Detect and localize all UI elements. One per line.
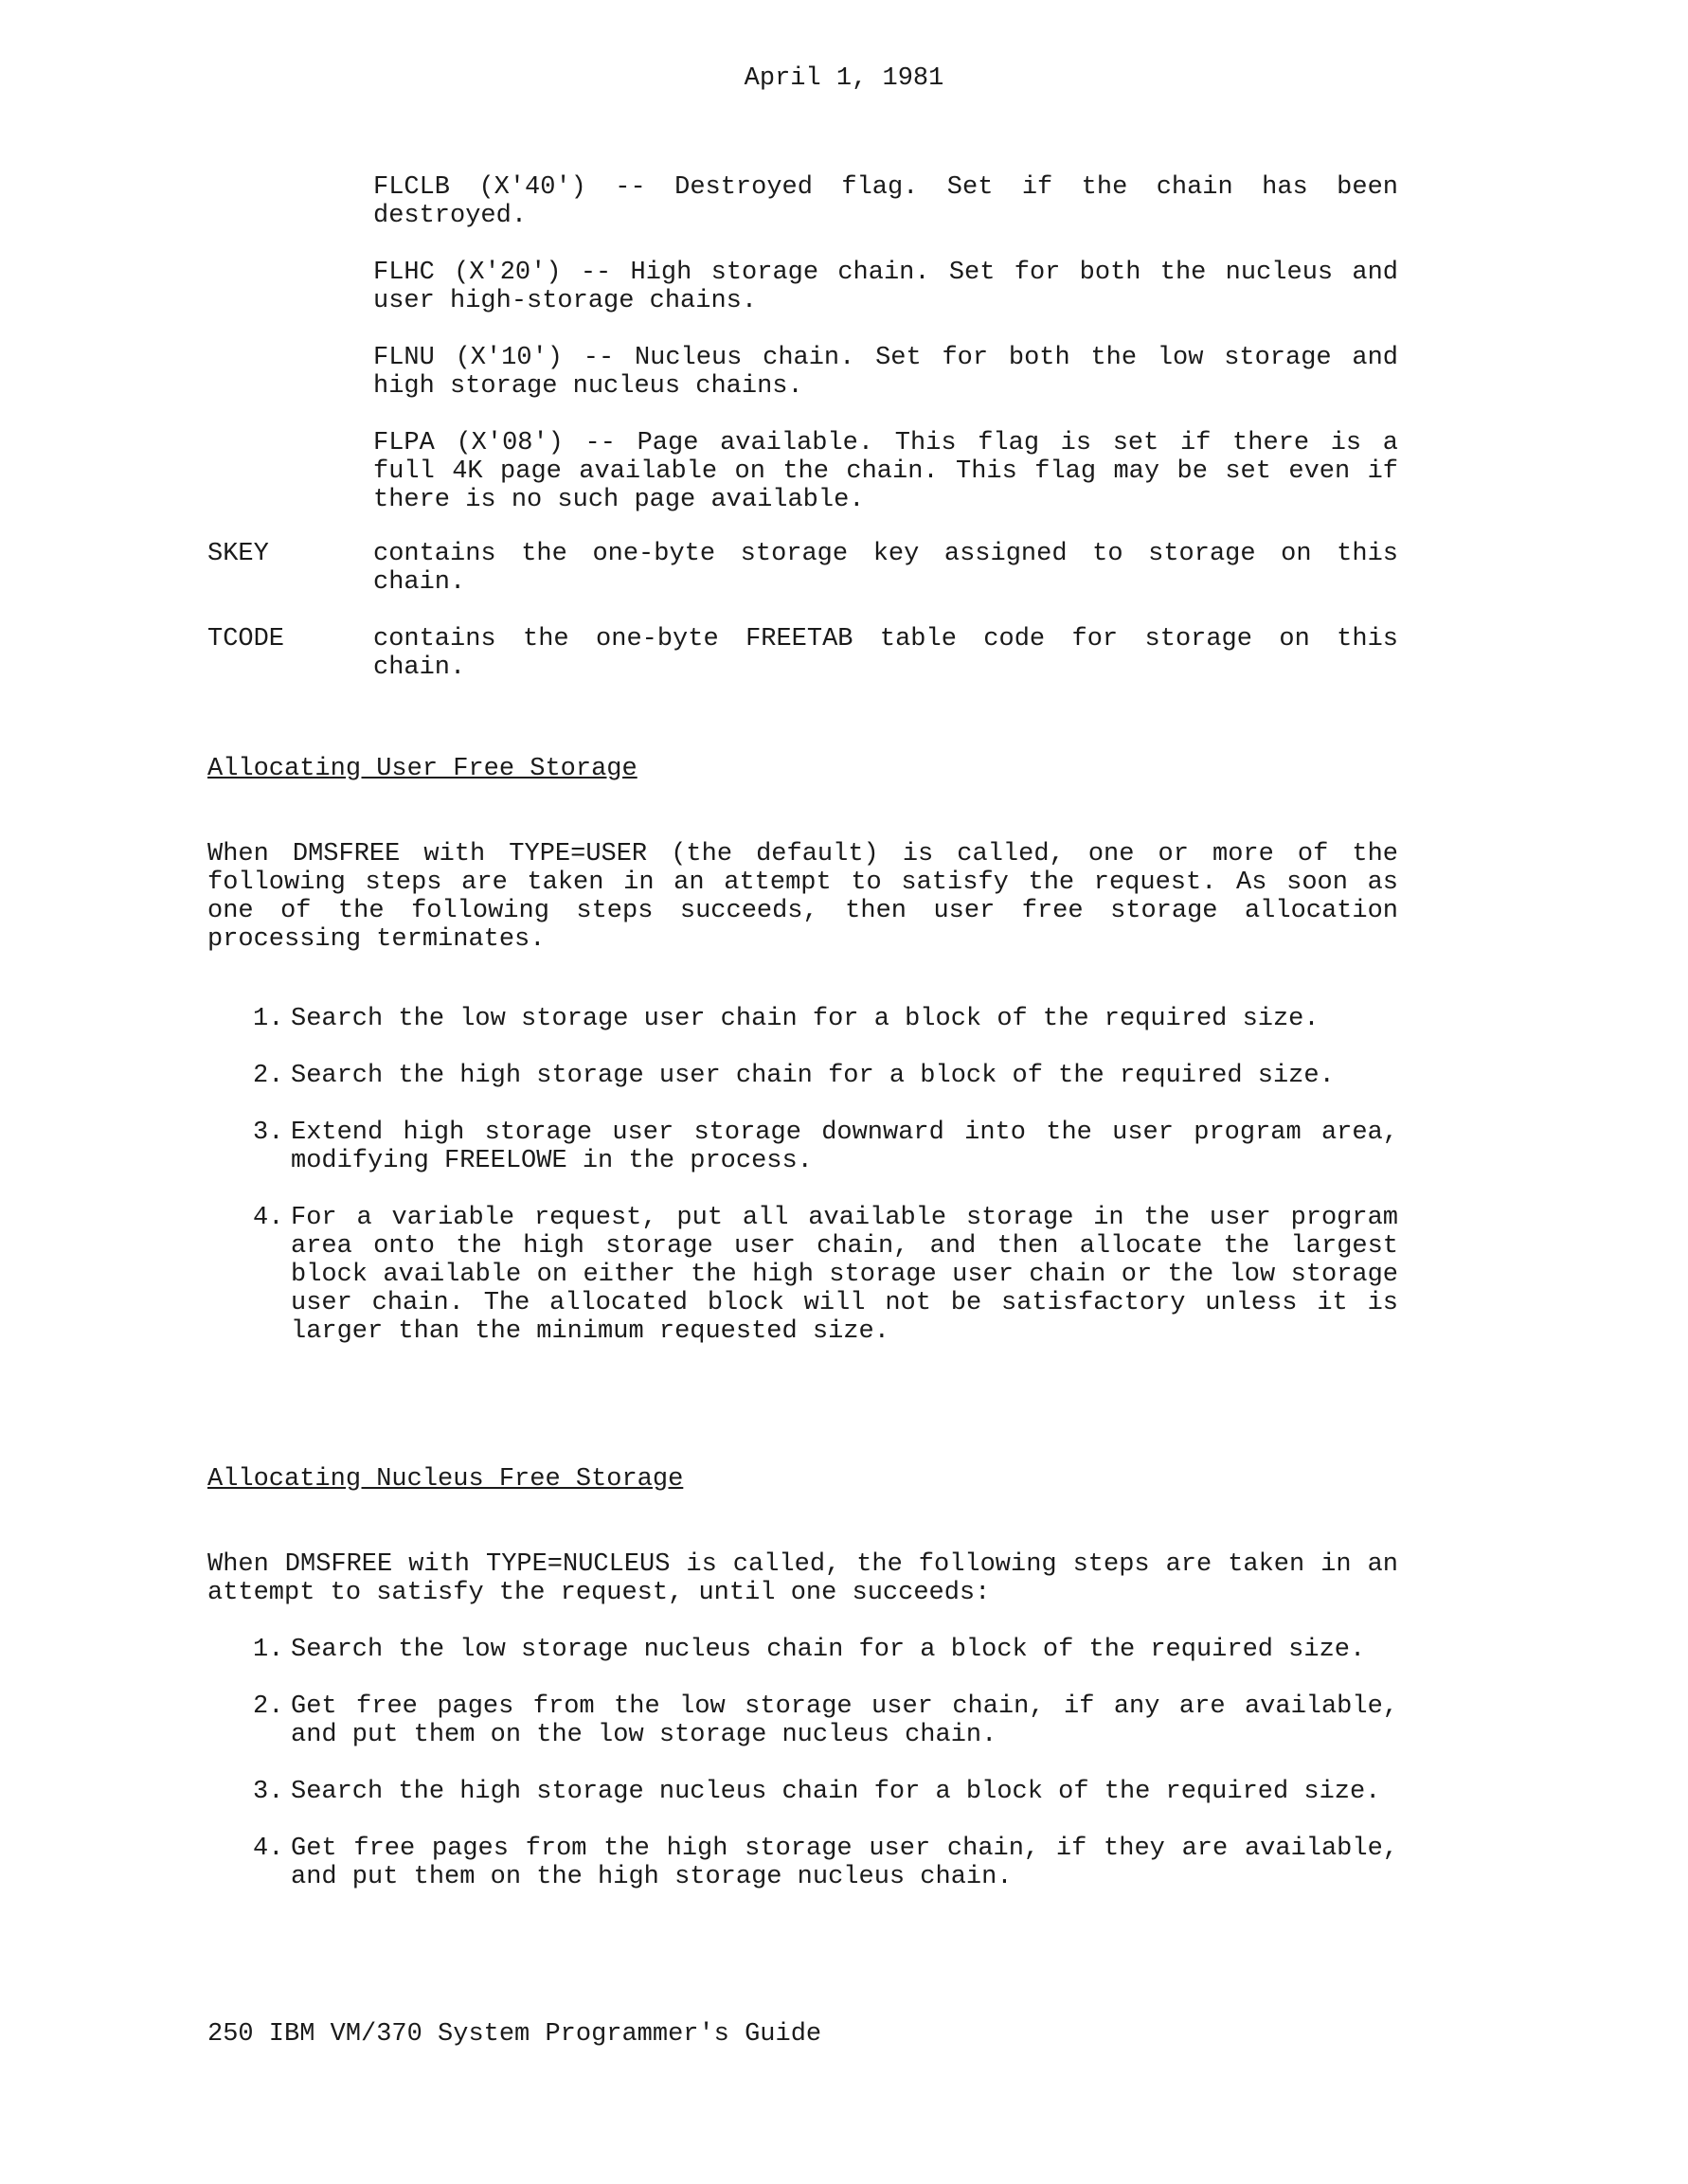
definition-term: SKEY [207, 540, 269, 568]
page-date-header: April 1, 1981 [744, 64, 944, 93]
user-steps-list [207, 1005, 1398, 1346]
step-number: 4. [253, 1835, 284, 1863]
step-text: Search the low storage nucleus chain for a block of the required size. [291, 1636, 1366, 1664]
flag-flhc: FLHC (X'20') -- High storage chain. Set for both the nucleus and user high-storage chains. [373, 259, 1398, 315]
list-item [207, 1119, 1398, 1175]
section-heading: Allocating User Free Storage [207, 755, 637, 783]
definition-skey [207, 540, 1398, 597]
definition-description: contains the one-byte FREETAB table code for storage on this chain. [373, 625, 1398, 682]
list-item [207, 1778, 1398, 1806]
step-number: 1. [253, 1005, 284, 1033]
definition-description: contains the one-byte storage key assigned to storage on this chain. [373, 540, 1398, 597]
step-text: Extend high storage user storage downward into the user program area, modifying FREELOWE in the process. [291, 1119, 1398, 1175]
step-number: 2. [253, 1692, 284, 1721]
list-item [207, 1636, 1398, 1664]
definition-tcode [207, 625, 1398, 682]
list-item [207, 1692, 1398, 1749]
flag-flnu: FLNU (X'10') -- Nucleus chain. Set for both the low storage and high storage nucleus chains. [373, 344, 1398, 401]
flag-flclb: FLCLB (X'40') -- Destroyed flag. Set if the chain has been destroyed. [373, 173, 1398, 230]
step-number: 4. [253, 1204, 284, 1232]
step-text: Get free pages from the low storage user chain, if any are available, and put them on the low storage nucleus chain. [291, 1692, 1398, 1749]
step-number: 3. [253, 1119, 284, 1147]
step-number: 2. [253, 1062, 284, 1090]
list-item [207, 1005, 1398, 1033]
nucleus-steps-list [207, 1636, 1398, 1891]
list-item [207, 1062, 1398, 1090]
step-text: Get free pages from the high storage user chain, if they are available, and put them on the high storage nucleus chain. [291, 1835, 1398, 1891]
step-text: Search the high storage user chain for a block of the required size. [291, 1062, 1335, 1090]
user-free-storage-section [207, 755, 1398, 1374]
definition-term: TCODE [207, 625, 285, 653]
section-intro: When DMSFREE with TYPE=NUCLEUS is called, the following steps are taken in an attempt to satisfy the request, until one succeeds: [207, 1550, 1398, 1607]
list-item [207, 1204, 1398, 1346]
flag-flpa: FLPA (X'08') -- Page available. This flag is set if there is a full 4K page available on the chain. This flag may be set even if there is no such page available. [373, 429, 1398, 514]
page-footer: 250 IBM VM/370 System Programmer's Guide [207, 2020, 822, 2049]
step-text: For a variable request, put all available storage in the user program area onto the high storage user chain, and then allocate the largest block available on either the high storage user chain or the low storage user chain. The allocated block will not be satisfactory unless it is larger than the minimum requested size. [291, 1204, 1398, 1346]
step-number: 3. [253, 1778, 284, 1806]
step-text: Search the high storage nucleus chain for a block of the required size. [291, 1778, 1381, 1806]
step-number: 1. [253, 1636, 284, 1664]
section-heading: Allocating Nucleus Free Storage [207, 1465, 684, 1494]
nucleus-free-storage-section [207, 1465, 1398, 1920]
list-item [207, 1835, 1398, 1891]
flag-descriptions [373, 173, 1398, 543]
section-intro: When DMSFREE with TYPE=USER (the default) is called, one or more of the following steps are taken in an attempt to satisfy the request. As soon as one of the following steps succeeds, then user free storage allocation processing terminates. [207, 840, 1398, 954]
field-definitions [207, 540, 1398, 710]
step-text: Search the low storage user chain for a block of the required size. [291, 1005, 1320, 1033]
